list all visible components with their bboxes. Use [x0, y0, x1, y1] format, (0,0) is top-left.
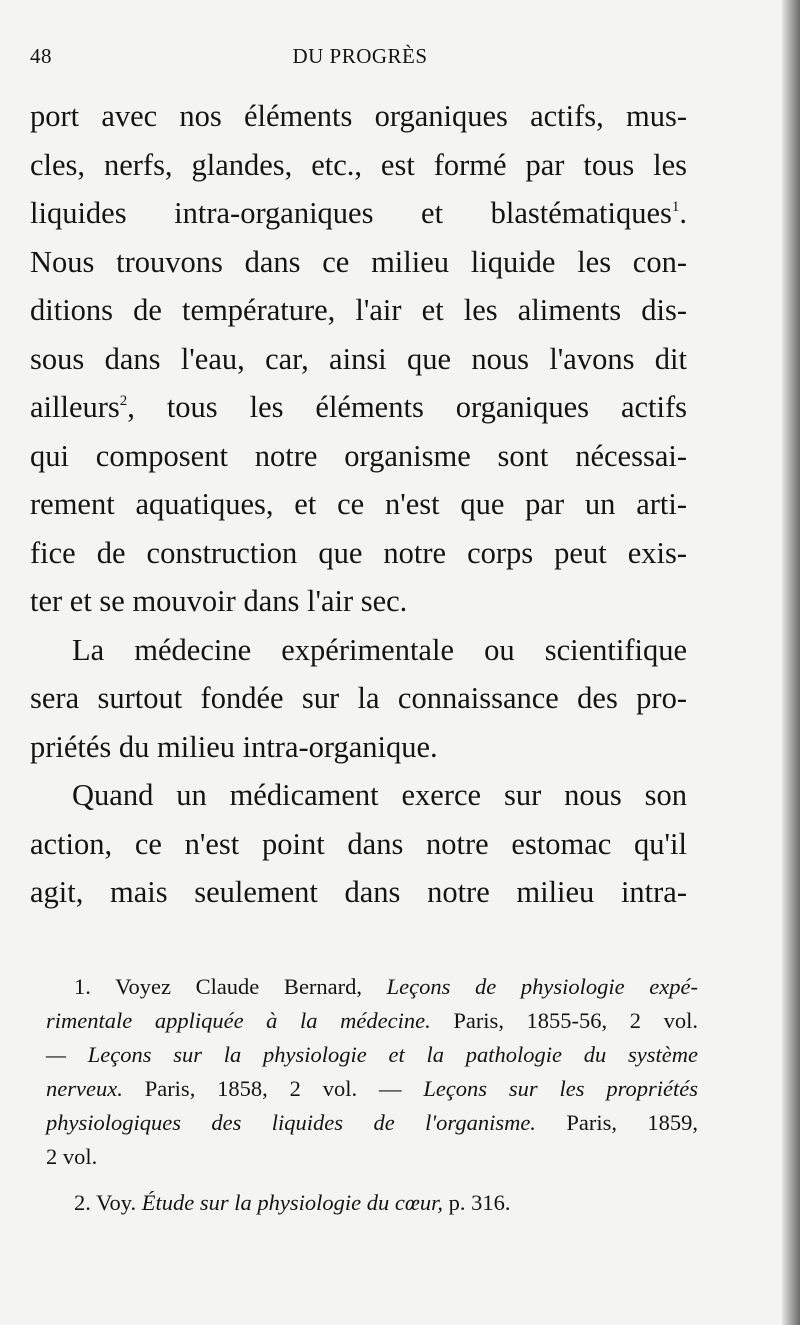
- footnote-line: [46, 1004, 698, 1038]
- footnote-text: p. 316.: [448, 1190, 511, 1215]
- footnote-text: 2 vol.: [46, 1144, 98, 1169]
- text-line-content: .: [679, 196, 687, 230]
- text-line: [30, 189, 687, 238]
- text-line: port avec nos éléments organiques actifs, mus-: [30, 99, 687, 133]
- text-line: sous dans l'eau, car, ainsi que nous l'avons dit: [30, 341, 687, 376]
- footnote-ref: 2: [119, 393, 128, 409]
- footnote-text: Voyez Claude Bernard,: [115, 974, 363, 999]
- running-head: DU PROGRÈS: [292, 44, 428, 68]
- text-line: Nous trouvons dans ce milieu liquide les con-: [30, 244, 687, 279]
- footnote-line: [46, 970, 698, 1004]
- text-line: qui composent notre organisme sont nécessai-: [30, 438, 687, 473]
- text-line: [30, 383, 687, 432]
- text-line: cles, nerfs, glandes, etc., est formé par tous les: [30, 147, 687, 182]
- footnote-number: 2.: [74, 1190, 91, 1215]
- footnote-number: 1.: [74, 974, 91, 999]
- text-line: agit, mais seulement dans notre milieu intra-: [30, 875, 687, 909]
- footnotes: [46, 970, 698, 1220]
- page-number: 48: [30, 44, 52, 68]
- text-line-content: , tous les éléments organiques actifs: [127, 390, 687, 424]
- footnote-title: Étude sur la physiologie du cœur,: [141, 1190, 443, 1215]
- footnote-title: physiologiques des liquides de l'organisme.: [46, 1110, 536, 1135]
- page-header: [30, 44, 690, 74]
- footnote-line: [46, 1186, 698, 1220]
- footnote-title: — Leçons sur la physiologie et la pathologie du système: [46, 1042, 698, 1067]
- footnote-line: [46, 1038, 698, 1072]
- text-line: Quand un médicament exerce sur nous son: [72, 778, 687, 812]
- text-line: La médecine expérimentale ou scientifique: [72, 632, 687, 667]
- footnote-text: Voy.: [96, 1190, 137, 1215]
- page-edge-shadow: [782, 0, 800, 1325]
- text-line: ter et se mouvoir dans l'air sec.: [30, 584, 408, 618]
- text-line: ditions de température, l'air et les aliments dis-: [30, 293, 687, 327]
- footnote-line: [46, 1072, 698, 1106]
- footnote-line: [46, 1140, 698, 1174]
- footnote-title: Leçons de physiologie expé-: [386, 974, 698, 999]
- footnote-line: [46, 1106, 698, 1140]
- footnote-title: nerveux.: [46, 1076, 123, 1101]
- footnote-text: Paris, 1859,: [566, 1110, 698, 1135]
- footnote-title: Leçons sur les propriétés: [423, 1076, 699, 1101]
- text-line: sera surtout fondée sur la connaissance des pro-: [30, 681, 687, 715]
- text-line: action, ce n'est point dans notre estomac qu'il: [30, 826, 687, 861]
- text-line-content: liquides intra-organiques et blastématiques: [30, 196, 672, 230]
- footnote-title: rimentale appliquée à la médecine.: [46, 1008, 431, 1033]
- body-text: [30, 92, 687, 917]
- footnote-ref: 1: [671, 199, 680, 215]
- text-line: fice de construction que notre corps peut exis-: [30, 535, 687, 570]
- footnote-text: Paris, 1855-56, 2 vol.: [453, 1008, 698, 1033]
- text-line-content: ailleurs: [30, 390, 120, 424]
- text-line: priétés du milieu intra-organique.: [30, 729, 438, 764]
- footnote-text: Paris, 1858, 2 vol. —: [144, 1076, 402, 1101]
- text-line: rement aquatiques, et ce n'est que par un arti-: [30, 487, 687, 521]
